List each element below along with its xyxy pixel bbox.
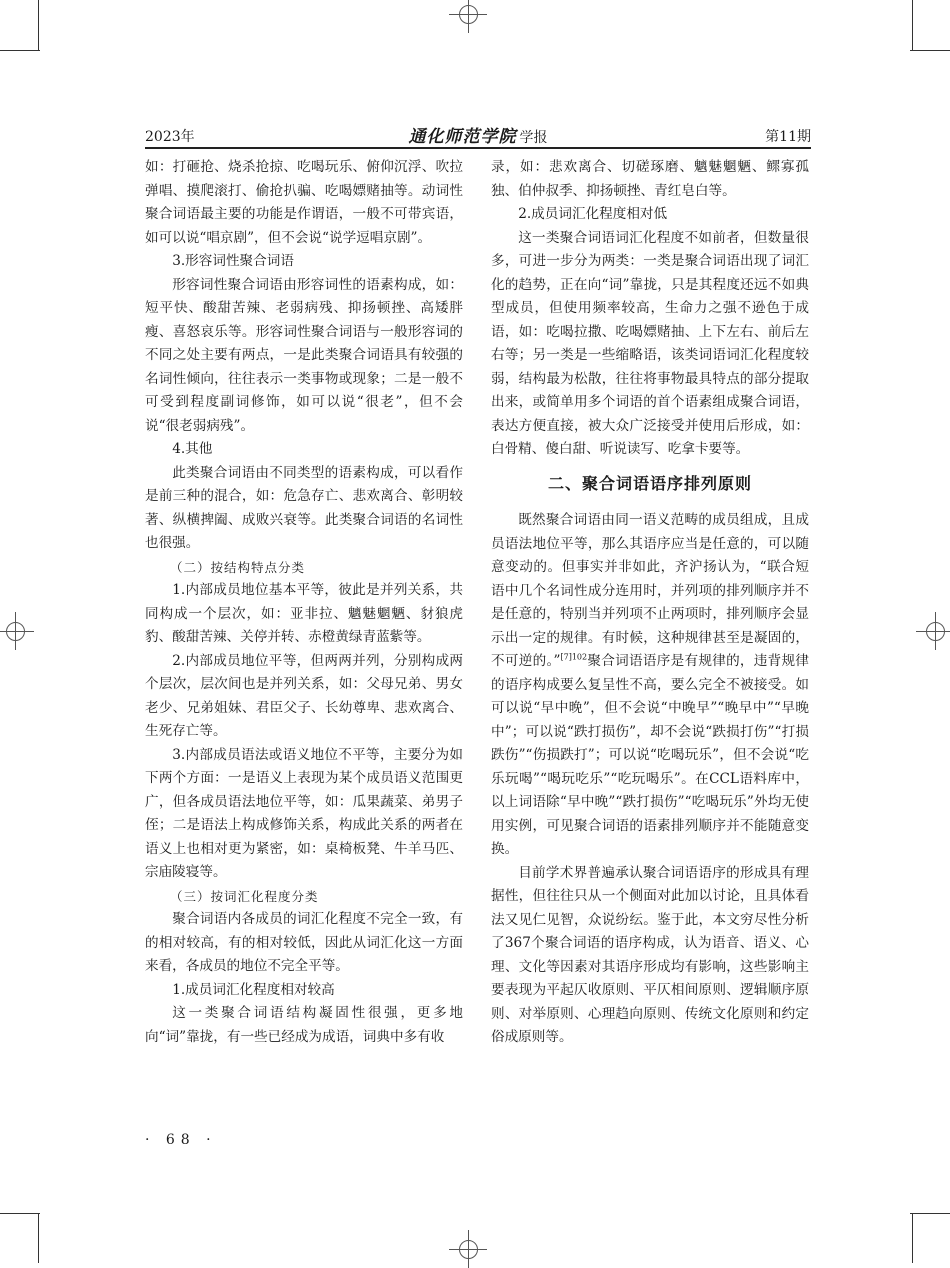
citation-superscript: [7]102 — [560, 652, 588, 662]
crop-mark — [910, 1213, 950, 1214]
crop-mark — [912, 0, 913, 50]
subheading-adjectival: 3.形容词性聚合词语 — [172, 253, 294, 269]
left-column — [145, 156, 463, 1049]
journal-name-logo: 通化师范学院 — [408, 127, 517, 147]
subheading-by-structure: （二）按结构特点分类 — [170, 559, 306, 575]
paragraph-continued: 录，如：悲欢离合、切磋琢磨、魑魅魍魉、鳏寡孤独、伯仲叔季、抑扬顿挫、青红皂白等。 — [491, 159, 809, 199]
paragraph-word-order — [491, 509, 809, 862]
crop-mark — [38, 0, 39, 50]
registration-mark-bottom — [455, 1236, 481, 1262]
crop-mark — [0, 1213, 40, 1214]
right-column — [491, 156, 809, 1050]
crop-mark — [910, 50, 950, 51]
paragraph-principles: 目前学术界普遍承认聚合词语语序的形成具有理据性，但往往只从一个侧面对此加以讨论，且具体看法又见仁见智，众说纷纭。鉴于此，本文穷尽性分析了367个聚合词语的语序构成，认为语音、语义、心理、文化等因素对其语序形成均有影响，这些影响主要表现为平起仄收原则、平仄相间原则、逻辑顺序原则、对举原则、心理趋向原则、传统文化原则和约定俗成原则等。 — [491, 864, 809, 1045]
header-issue: 第11期 — [765, 129, 811, 145]
page-number: · 68 · — [145, 1132, 217, 1148]
crop-mark — [38, 1213, 39, 1263]
registration-mark-left — [2, 618, 28, 644]
paragraph-verbal-examples: 如：打砸抢、烧杀抢掠、吃喝玩乐、俯仰沉浮、吹拉弹唱、摸爬滚打、偷抢扒骗、吃喝嫖赌抽等。动词性聚合词语最主要的功能是作谓语，一般不可带宾语，如可以说“唱京剧”，但不会说“说学逗唱京剧”。 — [145, 159, 463, 246]
paragraph-structure-2: 2.内部成员地位平等，但两两并列，分别构成两个层次，层次间也是并列关系，如：父母兄弟、男女老少、兄弟姐妹、君臣父子、长幼尊卑、悲欢离合、生死存亡等。 — [145, 652, 463, 739]
paragraph-structure-3: 3.内部成员语法或语义地位不平等，主要分为如下两个方面：一是语义上表现为某个成员语义范围更广，但各成员语法地位平等，如：瓜果蔬菜、弟男子侄；二是语法上构成修饰关系，构成此关系的两者在语义上也相对更为紧密，如：桌椅板凳、牛羊马匹、宗庙陵寝等。 — [145, 746, 463, 880]
subheading-by-lexicalization: （三）按词汇化程度分类 — [170, 888, 319, 904]
paragraph-adjectival: 形容词性聚合词语由形容词性的语素构成，如：短平快、酸甜苦辣、老弱病残、抑扬顿挫、高矮胖瘦、喜怒哀乐等。形容词性聚合词语与一般形容词的不同之处主要有两点，一是此类聚合词语具有较强的名词性倾向，往往表示一类事物或现象；二是一般不可受到程度副词修饰，如可以说“很老”，但不会说“很老弱病残”。 — [145, 276, 463, 434]
paragraph-word-order-part-b: 聚合词语语序是有规律的，违背规律的语序构成要么复呈性不高，要么完全不被接受。如可以说“早中晚”，但不会说“中晚早”“晚早中”“早晚中”；可以说“跌打损伤”，却不会说“跌损打伤”“打损跌伤”“伤损跌打”；可以说“吃喝玩乐”，但不会说“吃乐玩喝”“喝玩吃乐”“吃玩喝乐”。在CCL语料库中，以上词语除“早中晚”“跌打损伤”“吃喝玩乐”外均无使用实例，可见聚合词语的语素排列顺序并不能随意变换。 — [491, 653, 810, 857]
registration-mark-right — [922, 618, 948, 644]
journal-suffix: 学报 — [519, 130, 548, 146]
running-header — [145, 122, 811, 146]
crop-mark — [912, 1213, 913, 1263]
crop-mark — [0, 50, 40, 51]
paragraph-other: 此类聚合词语由不同类型的语素构成，可以看作是前三种的混合，如：危急存亡、悲欢离合、彰明较著、纵横捭阖、成败兴衰等。此类聚合词语的名词性也很强。 — [145, 464, 463, 551]
paragraph-lexicalization-low: 这一类聚合词语词汇化程度不如前者，但数量很多，可进一步分为两类：一类是聚合词语出现了词汇化的趋势，正在向“词”靠拢，只是其程度还远不如典型成员，但使用频率较高，生命力之强不逊色于成语，如：吃喝拉撒、吃喝嫖赌抽、上下左右、前后左右等；另一类是一些缩略语，该类词语词汇化程度较弱，结构最为松散，往往将事物最具特点的部分提取出来，或简单用多个词语的首个语素组成聚合词语，表达方便直接，被大众广泛接受并使用后形成，如：白骨精、傻白甜、听说读写、吃拿卡要等。 — [491, 229, 809, 457]
paragraph-lexicalization-high: 这一类聚合词语结构凝固性很强，更多地向“词”靠拢，有一些已经成为成语，词典中多有收 — [145, 1005, 463, 1045]
paragraph-word-order-part-a: 既然聚合词语由同一语义范畴的成员组成，且成员语法地位平等，那么其语序应当是任意的，可以随意变动的。但事实并非如此，齐沪扬认为，“联合短语中几个名词性成分连用时，并列项的排列顺序并不是任意的，特别当并列项不止两项时，排列顺序会显示出一定的规律。有时候，这种规律甚至是凝固的，不可逆的。” — [491, 512, 809, 669]
subheading-other: 4.其他 — [172, 441, 213, 457]
subheading-lexicalization-low: 2.成员词汇化程度相对低 — [518, 206, 668, 222]
paragraph-structure-1: 1.内部成员地位基本平等，彼此是并列关系，共同构成一个层次，如：亚非拉、魑魅魍魉、豺狼虎豹、酸甜苦辣、关停并转、赤橙黄绿青蓝紫等。 — [145, 582, 463, 645]
header-year: 2023年 — [145, 129, 195, 145]
header-divider — [145, 147, 811, 149]
registration-mark-top — [455, 1, 481, 27]
section-title: 二、聚合词语语序排列原则 — [547, 473, 752, 493]
subheading-lexicalization-high: 1.成员词汇化程度相对较高 — [172, 981, 335, 998]
paragraph-lexicalization: 聚合词语内各成员的词汇化程度不完全一致，有的相对较高，有的相对较低，因此从词汇化这一方面来看，各成员的地位不完全平等。 — [145, 911, 463, 974]
